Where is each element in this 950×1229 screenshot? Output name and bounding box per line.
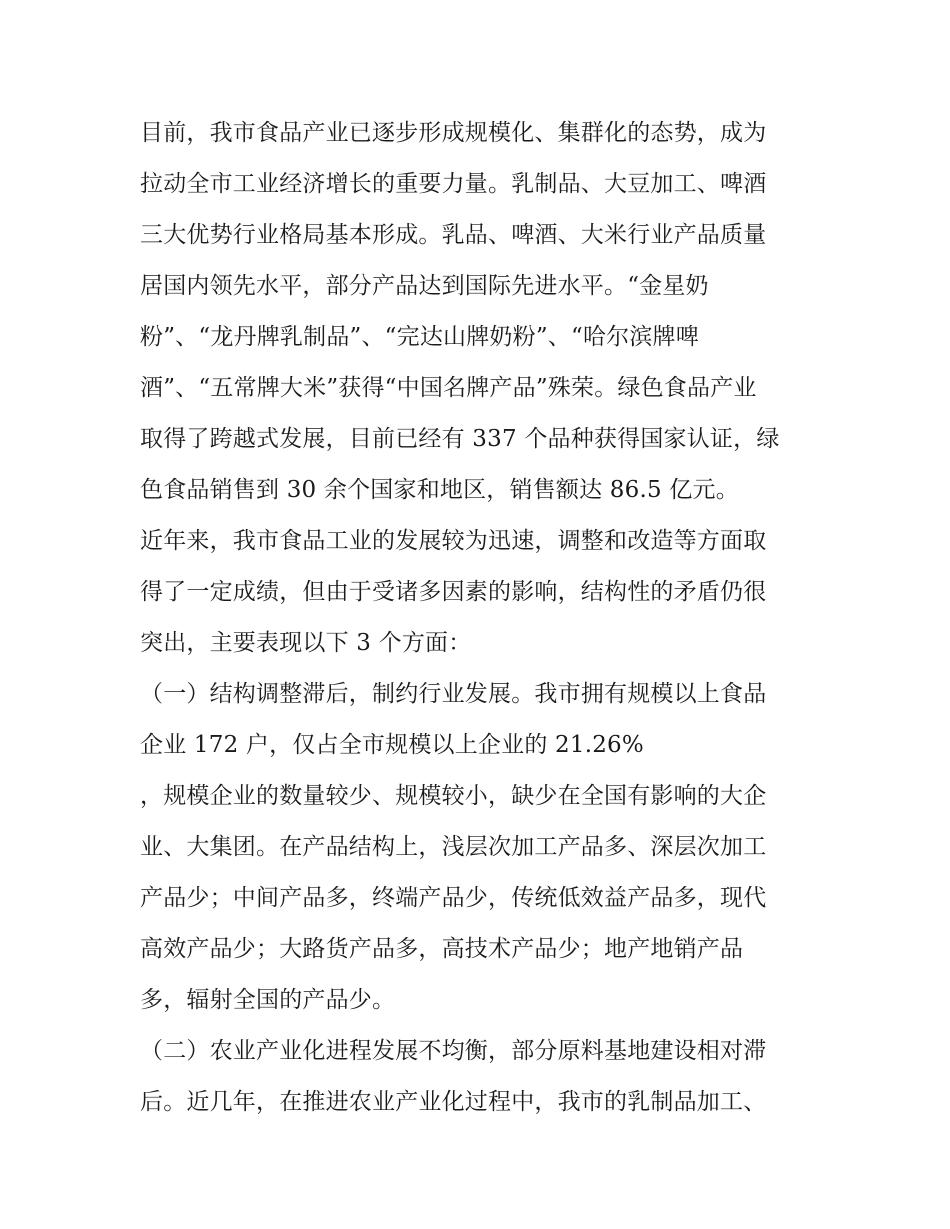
text-line: 目前，我市食品产业已逐步形成规模化、集群化的态势，成为 — [140, 120, 767, 146]
text-line: 多，辐射全国的产品少。 — [140, 987, 396, 1013]
text-line: ，规模企业的数量较少、规模较小，缺少在全国有影响的大企 — [140, 783, 767, 809]
text-line: 高效产品少；大路货产品多，高技术产品少；地产地销产品 — [140, 936, 744, 962]
text-line: （一）结构调整滞后，制约行业发展。我市拥有规模以上食品 — [140, 681, 767, 707]
text-line: 得了一定成绩，但由于受诸多因素的影响，结构性的矛盾仍很 — [140, 579, 767, 605]
text-line: 三大优势行业格局基本形成。乳品、啤酒、大米行业产品质量 — [140, 222, 767, 248]
text-line: 产品少；中间产品多，终端产品少，传统低效益产品多，现代 — [140, 885, 767, 911]
text-line: 业、大集团。在产品结构上，浅层次加工产品多、深层次加工 — [140, 834, 767, 860]
text-line: 近年来，我市食品工业的发展较为迅速，调整和改造等方面取 — [140, 528, 767, 554]
text-line: 拉动全市工业经济增长的重要力量。乳制品、大豆加工、啤酒 — [140, 171, 767, 197]
text-line: 酒”、“五常牌大米”获得“中国名牌产品”殊荣。绿色食品产业 — [140, 375, 757, 401]
text-line: （二）农业产业化进程发展不均衡，部分原料基地建设相对滞 — [140, 1038, 767, 1064]
text-line: 粉”、“龙丹牌乳制品”、“完达山牌奶粉”、“哈尔滨牌啤 — [140, 324, 699, 350]
text-line: 突出，主要表现以下 3 个方面： — [140, 630, 472, 656]
text-line: 居国内领先水平，部分产品达到国际先进水平。“金星奶 — [140, 273, 709, 299]
text-line: 企业 172 户，仅占全市规模以上企业的 21.26% — [140, 732, 644, 758]
body-text — [140, 108, 820, 1128]
text-line: 色食品销售到 30 余个国家和地区，销售额达 86.5 亿元。 — [140, 477, 739, 503]
text-line: 后。近几年，在推进农业产业化过程中，我市的乳制品加工、 — [140, 1089, 767, 1115]
text-line: 取得了跨越式发展，目前已经有 337 个品种获得国家认证，绿 — [140, 426, 780, 452]
